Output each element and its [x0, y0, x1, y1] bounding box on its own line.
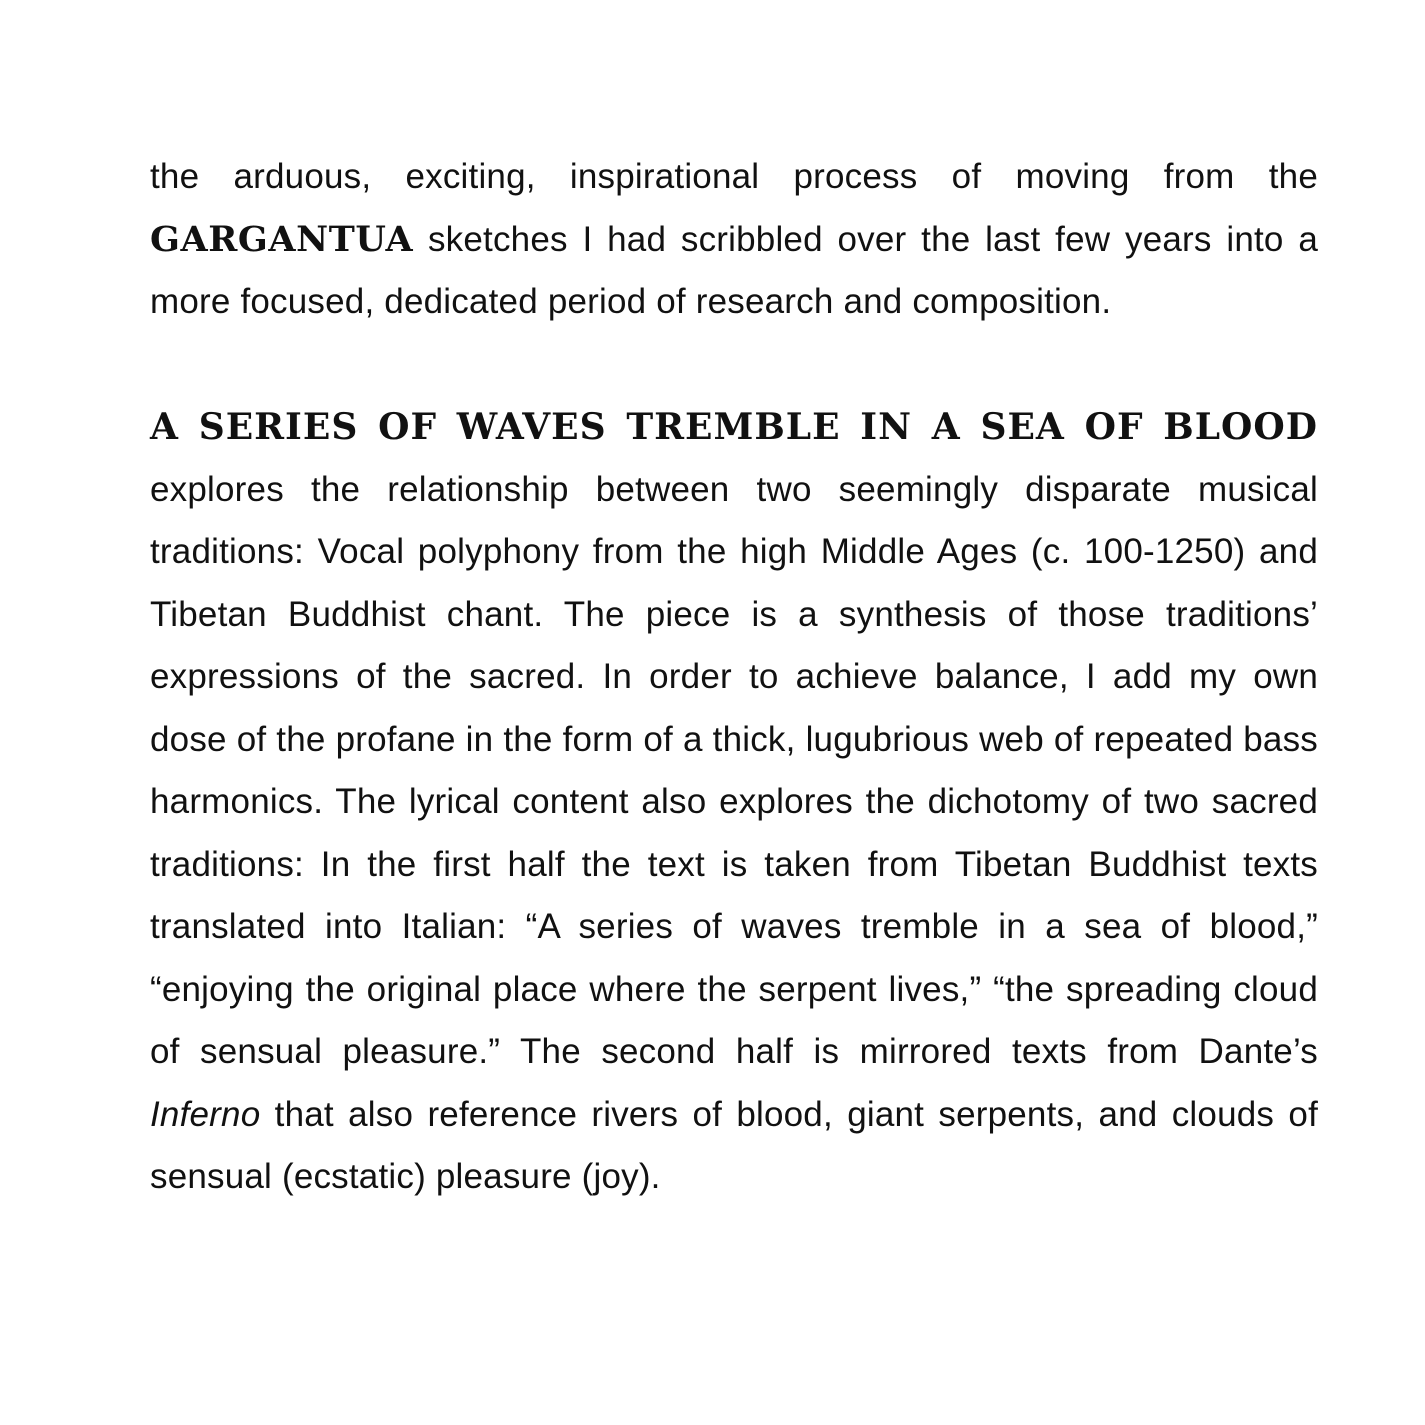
inferno-italic-title: Inferno — [150, 1094, 261, 1134]
description-body-text: explores the relationship between two seemingly disparate musical traditions: Vocal polyphony from the high Middle Ages (c. 100-1250) and Tibetan Buddhist chant. The piece is a synthesis of those traditions’ expressions of the sacred. In order to achieve balance, I add my own dose of the profane in the form of a thick, lugubrious web of repeated bass harmonics. The lyrical content also explores the dichotomy of two sacred traditions: In the first half the text is taken from Tibetan Buddhist texts translated into Italian: “A series of waves tremble in a sea of blood,” “enjoying the original place where the serpent lives,” “the spreading cloud of sensual pleasure.” The second half is mirrored texts from Dante’s — [150, 469, 1318, 1071]
paragraph-intro — [150, 146, 1318, 334]
intro-lead-text: the arduous, exciting, inspirational process of moving from the — [150, 157, 1318, 196]
intro-rest-text: sketches I had scribbled over the last few years into a more focused, dedicated period of research and composition. — [150, 219, 1318, 321]
piece-title-heading: A SERIES OF WAVES TREMBLE IN A SEA OF BLOOD — [150, 406, 1318, 448]
gargantua-title: GARGANTUA — [150, 218, 414, 260]
description-closing-text: that also reference rivers of blood, giant serpents, and clouds of sensual (ecstatic) pleasure (joy). — [150, 1094, 1318, 1196]
paragraph-description — [150, 396, 1318, 1209]
document-page — [150, 146, 1318, 1209]
